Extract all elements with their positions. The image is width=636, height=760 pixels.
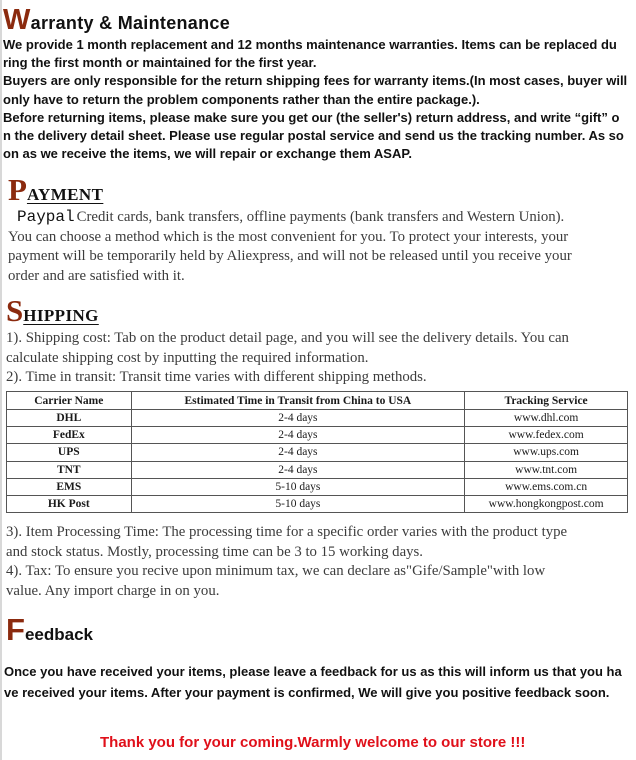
warranty-line: on as we receive the items, we will repair or exchange them ASAP. xyxy=(3,146,412,162)
warranty-line: We provide 1 month replacement and 12 months maintenance warranties. Items can be replaced du xyxy=(3,37,617,52)
tracking-cell: www.fedex.com xyxy=(465,427,628,444)
closing-message: Thank you for your coming.Warmly welcome to our store !!! xyxy=(100,734,526,751)
carrier-cell: EMS xyxy=(7,478,132,495)
tracking-cell: www.ems.com.cn xyxy=(465,478,628,495)
shipping-heading xyxy=(6,293,630,329)
table-row xyxy=(7,444,628,461)
column-header-transit-time: Estimated Time in Transit from China to USA xyxy=(131,392,465,410)
warranty-line: Buyers are only responsible for the return shipping fees for warranty items.(In most cases, buyer will xyxy=(3,73,628,89)
table-row xyxy=(7,478,628,495)
table-row xyxy=(7,410,628,427)
transit-time-cell: 2-4 days xyxy=(131,444,465,461)
warranty-line: Before returning items, please make sure you get our (the seller's) return address, and write “gift” o xyxy=(3,109,620,125)
feedback-line: Once you have received your items, please leave a feedback for us as this will inform us that you ha xyxy=(4,664,622,679)
payment-methods-text: Credit cards, bank transfers, offline payments (bank transfers and Western Union). xyxy=(76,209,565,225)
column-header-carrier: Carrier Name xyxy=(7,392,132,410)
shipping-notes xyxy=(6,523,630,601)
warranty-body xyxy=(3,36,636,163)
table-header-row xyxy=(7,392,628,410)
warranty-line: n the delivery detail sheet. Please use regular postal service and send us the tracking number. As so xyxy=(3,128,624,144)
warranty-heading xyxy=(3,4,636,37)
payment-section xyxy=(8,172,628,286)
carrier-cell: UPS xyxy=(7,444,132,461)
shipping-notes-body xyxy=(6,523,630,601)
shipping-line: calculate shipping cost by inputting the required information. xyxy=(6,349,369,366)
carrier-cell: FedEx xyxy=(7,427,132,444)
table-row xyxy=(7,495,628,512)
carrier-cell: DHL xyxy=(7,410,132,427)
shipping-line: 1). Shipping cost: Tab on the product detail page, and you will see the delivery details. You can xyxy=(6,330,569,346)
tracking-cell: www.hongkongpost.com xyxy=(465,495,628,512)
feedback-section xyxy=(6,612,636,648)
table-row xyxy=(7,461,628,478)
shipping-note-line: and stock status. Mostly, processing time can be 3 to 15 working days. xyxy=(6,543,423,560)
feedback-heading-rest: eedback xyxy=(24,625,93,644)
carrier-cell: TNT xyxy=(7,461,132,478)
shipping-heading-initial: S xyxy=(6,293,24,328)
payment-line: You can choose a method which is the most convenient for you. To protect your interests, your xyxy=(8,228,569,245)
payment-heading-initial: P xyxy=(8,172,27,207)
payment-heading-rest: AYMENT xyxy=(26,185,104,204)
shipping-note-line: 3). Item Processing Time: The processing time for a specific order varies with the product type xyxy=(6,524,568,540)
carrier-table xyxy=(6,391,628,513)
transit-time-cell: 5-10 days xyxy=(131,478,465,495)
tracking-cell: www.ups.com xyxy=(465,444,628,461)
table-row xyxy=(7,427,628,444)
warranty-line: only have to return the problem components rather than the entire package.). xyxy=(3,91,480,107)
warranty-line: ring the first month or maintained for the first year. xyxy=(3,55,317,71)
payment-methods-line xyxy=(8,208,628,228)
warranty-section xyxy=(3,4,636,163)
feedback-heading-initial: F xyxy=(6,612,25,647)
column-header-tracking: Tracking Service xyxy=(465,392,628,410)
tracking-cell: www.tnt.com xyxy=(465,461,628,478)
payment-line: payment will be temporarily held by Aliexpress, and will not be released until you receive your xyxy=(8,248,572,264)
feedback-body xyxy=(4,661,622,703)
tracking-cell: www.dhl.com xyxy=(465,410,628,427)
payment-body xyxy=(8,208,628,286)
warranty-heading-initial: W xyxy=(3,4,31,36)
payment-heading xyxy=(8,172,628,208)
warranty-heading-rest: arranty & Maintenance xyxy=(30,13,231,33)
transit-time-cell: 2-4 days xyxy=(131,410,465,427)
feedback-line: ve received your items. After your payment is confirmed, We will give you positive feedback soon. xyxy=(4,685,610,700)
payment-line: order and are satisfied with it. xyxy=(8,267,185,284)
shipping-note-line: value. Any import charge in on you. xyxy=(6,582,220,599)
shipping-intro xyxy=(6,329,630,388)
feedback-heading xyxy=(6,612,636,648)
transit-time-cell: 5-10 days xyxy=(131,495,465,512)
transit-time-cell: 2-4 days xyxy=(131,427,465,444)
shipping-line: 2). Time in transit: Transit time varies with different shipping methods. xyxy=(6,369,427,385)
paypal-label: Paypal xyxy=(17,208,75,226)
left-edge-divider xyxy=(0,0,2,760)
shipping-section xyxy=(6,293,630,388)
carrier-cell: HK Post xyxy=(7,495,132,512)
transit-time-cell: 2-4 days xyxy=(131,461,465,478)
shipping-heading-rest: HIPPING xyxy=(23,306,99,325)
shipping-note-line: 4). Tax: To ensure you recive upon minimum tax, we can declare as"Gife/Sample"with low xyxy=(6,563,546,579)
